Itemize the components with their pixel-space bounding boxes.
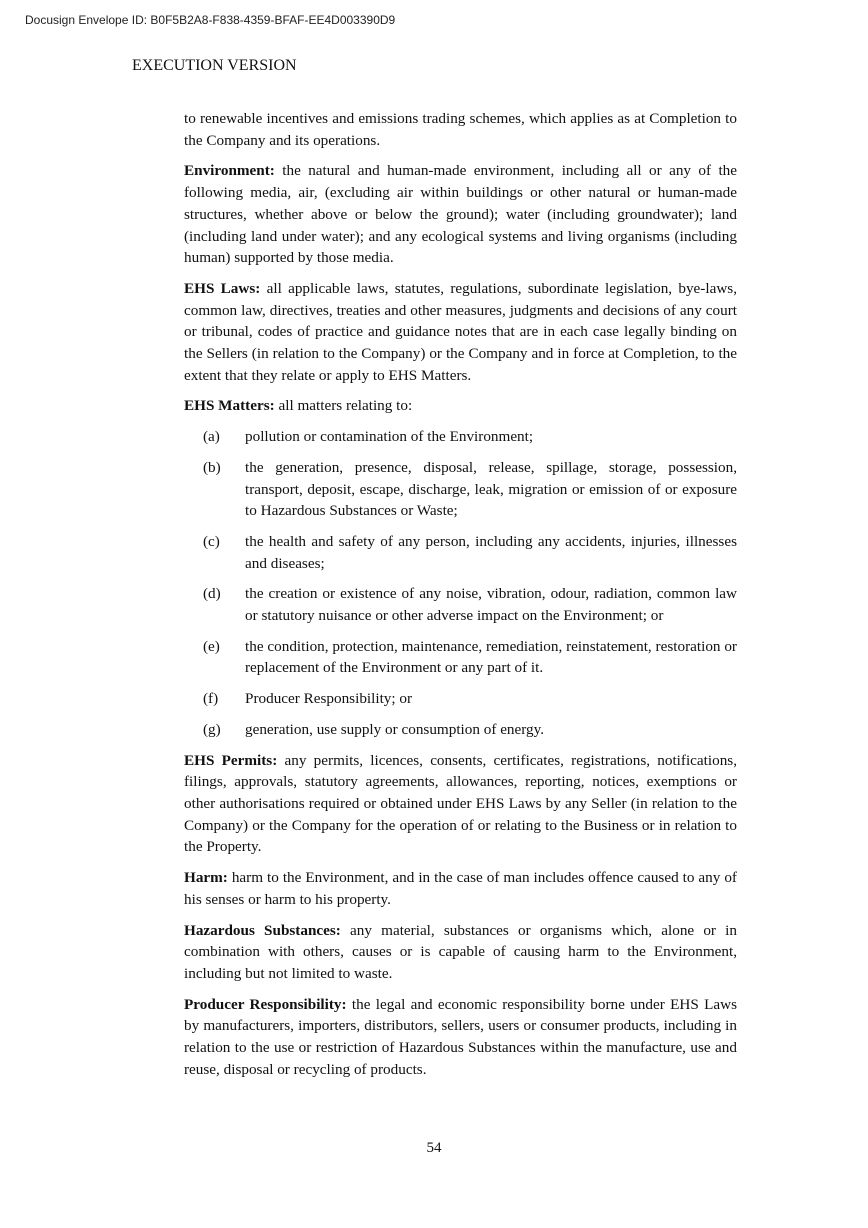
definition-ehs-matters [184, 395, 737, 417]
list-item [184, 688, 737, 710]
ehs-matters-list [184, 426, 737, 740]
list-item-text: the condition, protection, maintenance, remediation, reinstatement, restoration or replacement of the Environment or any part of it. [245, 637, 737, 677]
list-item-label: (a) [203, 428, 220, 446]
list-item [184, 457, 737, 522]
document-body [184, 108, 737, 1089]
list-item-label: (e) [203, 637, 220, 655]
definition-harm [184, 867, 737, 910]
list-item-label: (b) [203, 458, 221, 476]
definition-text: any material, substances or organisms which, alone or in combination with others, causes or is capable of causing harm to the Environment, including but not limited to waste. [184, 921, 737, 982]
list-item [184, 583, 737, 626]
definition-text: all matters relating to: [274, 397, 413, 415]
definition-text: harm to the Environment, and in the case of man includes offence caused to any of his senses or harm to his property. [184, 869, 737, 908]
definition-ehs-permits [184, 750, 737, 859]
docusign-envelope-id: Docusign Envelope ID: B0F5B2A8-F838-4359-BFAF-EE4D003390D9 [25, 13, 396, 27]
definition-term: EHS Permits: [184, 751, 278, 769]
definition-hazardous-substances [184, 920, 737, 985]
list-item-text: generation, use supply or consumption of energy. [245, 720, 545, 738]
definition-term: Environment: [184, 162, 275, 180]
definition-text: the natural and human-made environment, including all or any of the following media, air, (excluding air within buildings or other natural or human-made structures, whether above or below the ground); water (including groundwater); land (including land under water); and any ecological systems and living organisms (including human) supported by those media. [184, 162, 737, 267]
list-item [184, 636, 737, 679]
list-item-text: the health and safety of any person, including any accidents, injuries, illnesses and diseases; [245, 532, 737, 572]
list-item-text: the generation, presence, disposal, release, spillage, storage, possession, transport, deposit, escape, discharge, leak, migration or emission of or exposure to Hazardous Substances or Waste; [245, 458, 737, 520]
list-item-text: Producer Responsibility; or [245, 690, 413, 708]
definition-term: EHS Matters: [184, 397, 275, 415]
definition-producer-responsibility [184, 994, 737, 1081]
list-item-label: (g) [203, 720, 221, 738]
definition-environment [184, 160, 737, 269]
definition-text: all applicable laws, statutes, regulations, subordinate legislation, bye-laws, common law, directives, treaties and other measures, judgments and decisions of any court or tribunal, codes of practice and guidance notes that are in each case legally binding on the Sellers (in relation to the Company) or the Company and in force at Completion, to the extent that they relate or apply to EHS Matters. [184, 279, 737, 384]
definition-term: EHS Laws: [184, 279, 261, 297]
list-item [184, 531, 737, 574]
definition-text: the legal and economic responsibility borne under EHS Laws by manufacturers, importers, distributors, sellers, users or consumer products, including in relation to the use or restriction of Hazardous Substances within the manufacture, use and reuse, disposal or recycling of products. [184, 995, 737, 1078]
list-item-text: the creation or existence of any noise, vibration, odour, radiation, common law or statutory nuisance or other adverse impact on the Environment; or [245, 585, 737, 625]
definition-ehs-laws [184, 278, 737, 387]
list-item [184, 719, 737, 741]
list-item-label: (f) [203, 690, 219, 708]
list-item-text: pollution or contamination of the Environment; [245, 428, 534, 446]
execution-version-label: EXECUTION VERSION [132, 57, 297, 74]
continuation-paragraph: to renewable incentives and emissions trading schemes, which applies as at Completion to the Company and its operations. [184, 110, 737, 149]
list-item-label: (c) [203, 532, 220, 550]
definition-term: Harm: [184, 869, 228, 887]
definition-term: Hazardous Substances: [184, 921, 341, 939]
definition-term: Producer Responsibility: [184, 995, 347, 1013]
list-item-label: (d) [203, 585, 221, 603]
definition-text: any permits, licences, consents, certificates, registrations, notifications, filings, approvals, statutory agreements, allowances, reporting, notices, exemptions or other authorisations required or obtained under EHS Laws by any Seller (in relation to the Company) or the Company for the operation of or relating to the Business or in relation to the Property. [184, 751, 737, 856]
page-number: 54 [426, 1140, 442, 1156]
list-item [184, 426, 737, 448]
